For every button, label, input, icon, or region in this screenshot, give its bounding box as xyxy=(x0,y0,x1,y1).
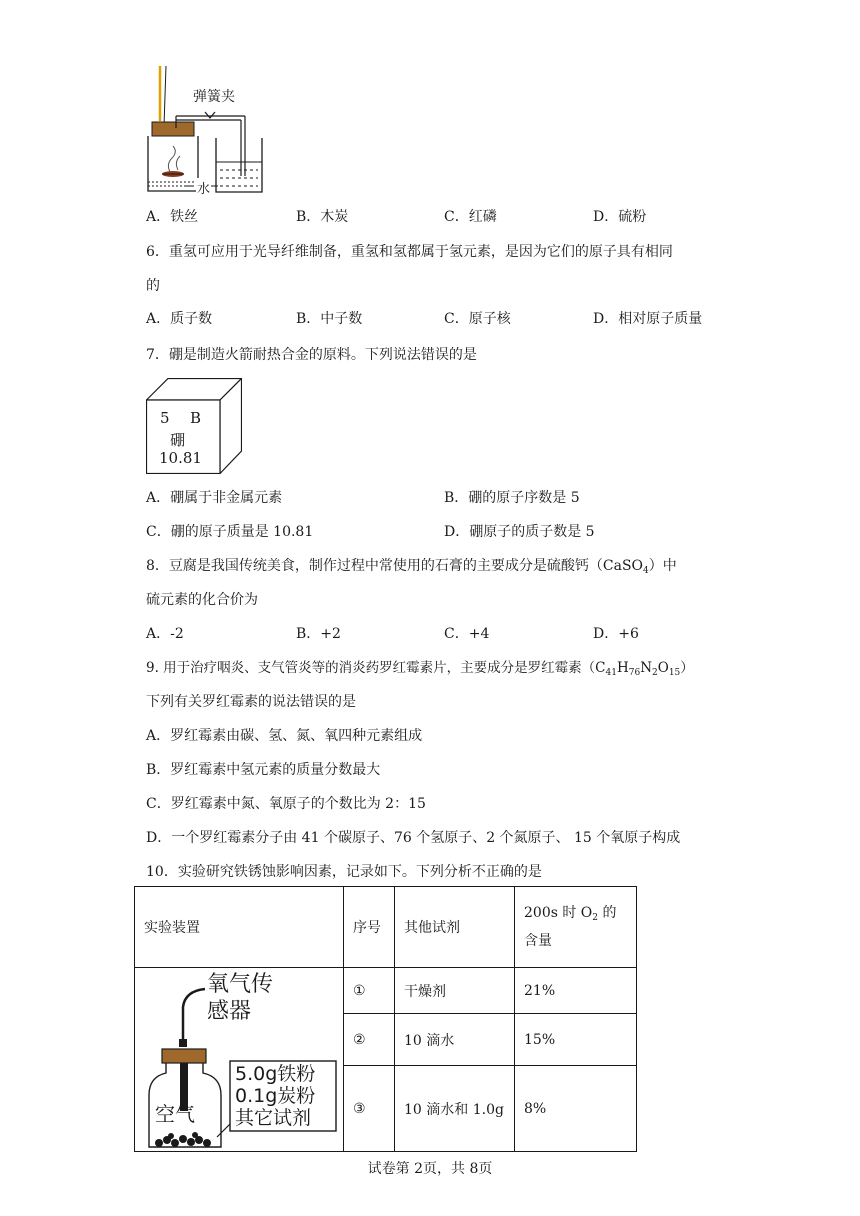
sensor-label-line2: 感器 xyxy=(207,998,252,1024)
q8-sub: 4 xyxy=(643,566,649,576)
q10-stem: 10．实验研究铁锈蚀影响因素，记录如下。下列分析不正确的是 xyxy=(146,864,542,880)
row3-no: ③ xyxy=(344,1066,395,1152)
q9-sub-h: 76 xyxy=(628,668,641,678)
q7-option-d: D．硼原子的质子数是 5 xyxy=(444,524,595,540)
element-number: 5 xyxy=(160,409,170,427)
element-symbol: B xyxy=(190,409,202,427)
table-row xyxy=(135,968,637,1014)
q8-option-d: D．+6 xyxy=(593,626,639,642)
q6-option-b: B．中子数 xyxy=(296,311,363,327)
q9-o: O xyxy=(657,660,669,676)
q9-option-d: D．一个罗红霉素分子由 41 个碳原子、76 个氢原子、2 个氮原子、 15 个氧原子构成 xyxy=(146,830,681,846)
q6-option-d: D．相对原子质量 xyxy=(593,311,703,327)
q9-option-c: C．罗红霉素中氮、氧原子的个数比为 2：15 xyxy=(146,796,426,812)
header-o2 xyxy=(515,887,637,968)
header-o2-post: 的含量 xyxy=(524,905,617,949)
row3-reagent: 10 滴水和 1.0g xyxy=(395,1066,515,1152)
q9-stem-pre: 9. 用于治疗咽炎、支气管炎等的消炎药罗红霉素片，主要成分是罗红霉素（C xyxy=(146,660,606,676)
q8-option-a: A．-2 xyxy=(146,626,184,642)
q9-sub-c: 41 xyxy=(605,668,617,678)
q9-option-a: A．罗红霉素由碳、氢、氮、氧四种元素组成 xyxy=(146,728,423,744)
q6-stem-line2: 的 xyxy=(146,278,160,294)
q9-n: N xyxy=(640,660,652,676)
row1-no: ① xyxy=(344,968,395,1014)
q8-option-b: B．+2 xyxy=(296,626,341,642)
q7-option-a: A．硼属于非金属元素 xyxy=(146,490,283,506)
q7-option-c: C．硼的原子质量是 10.81 xyxy=(146,524,314,540)
header-reagent: 其他试剂 xyxy=(395,887,515,968)
q5-option-d: D．硫粉 xyxy=(593,209,647,225)
row1-reagent: 干燥剂 xyxy=(395,968,515,1014)
q8-stem-pre: 8．豆腐是我国传统美食，制作过程中常使用的石膏的主要成分是硫酸钙（CaSO xyxy=(146,558,644,574)
q5-option-b: B．木炭 xyxy=(296,209,349,225)
q5-option-a: A．铁丝 xyxy=(146,209,199,225)
row3-o2: 8% xyxy=(515,1066,637,1152)
q6-stem-line1: 6．重氢可应用于光导纤维制备，重氢和氢都属于氢元素，是因为它们的原子具有相同 xyxy=(146,244,673,260)
q8-stem-line1 xyxy=(146,556,677,576)
water-label: 水 xyxy=(196,178,211,197)
q7-stem: 7．硼是制造火箭耐热合金的原料。下列说法错误的是 xyxy=(146,347,477,363)
row2-no: ② xyxy=(344,1014,395,1066)
q5-option-c: C．红磷 xyxy=(444,209,497,225)
apparatus-figure-cell xyxy=(135,968,344,1152)
air-label: 空气 xyxy=(155,1101,195,1126)
spring-clip-label: 弹簧夹 xyxy=(193,89,235,105)
q9-sub-n: 2 xyxy=(652,668,658,678)
q8-stem-line2: 硫元素的化合价为 xyxy=(146,592,258,608)
q6-option-a: A．质子数 xyxy=(146,311,213,327)
sensor-label-line1: 氧气传 xyxy=(207,971,274,997)
element-mass: 10.81 xyxy=(159,449,202,467)
q9-close: ） xyxy=(680,660,694,676)
q9-sub-o: 15 xyxy=(668,668,681,678)
row2-o2: 15% xyxy=(515,1014,637,1066)
experiment-table xyxy=(134,886,637,1152)
q8-option-c: C．+4 xyxy=(444,626,490,642)
q9-stem-line2: 下列有关罗红霉素的说法错误的是 xyxy=(146,694,356,710)
reagent-box-line3: 其它试剂 xyxy=(235,1106,312,1129)
page-footer: 试卷第 2页，共 8页 xyxy=(367,1161,493,1177)
q9-h: H xyxy=(616,660,629,676)
element-name: 硼 xyxy=(170,431,186,449)
row1-o2: 21% xyxy=(515,968,637,1014)
header-apparatus: 实验装置 xyxy=(135,887,344,968)
q6-option-c: C．原子核 xyxy=(444,311,511,327)
q9-stem-line1 xyxy=(146,658,694,678)
q9-option-b: B．罗红霉素中氢元素的质量分数最大 xyxy=(146,762,381,778)
q7-option-b: B．硼的原子序数是 5 xyxy=(444,490,580,506)
row2-reagent: 10 滴水 xyxy=(395,1014,515,1066)
reagent-box-line1: 5.0g铁粉 xyxy=(235,1062,316,1085)
header-no: 序号 xyxy=(344,887,395,968)
header-o2-pre: 200s 时 O xyxy=(524,905,593,921)
q8-stem-post: ）中 xyxy=(648,558,677,574)
header-o2-sub: 2 xyxy=(592,913,599,923)
reagent-box-line2: 0.1g炭粉 xyxy=(235,1084,316,1107)
